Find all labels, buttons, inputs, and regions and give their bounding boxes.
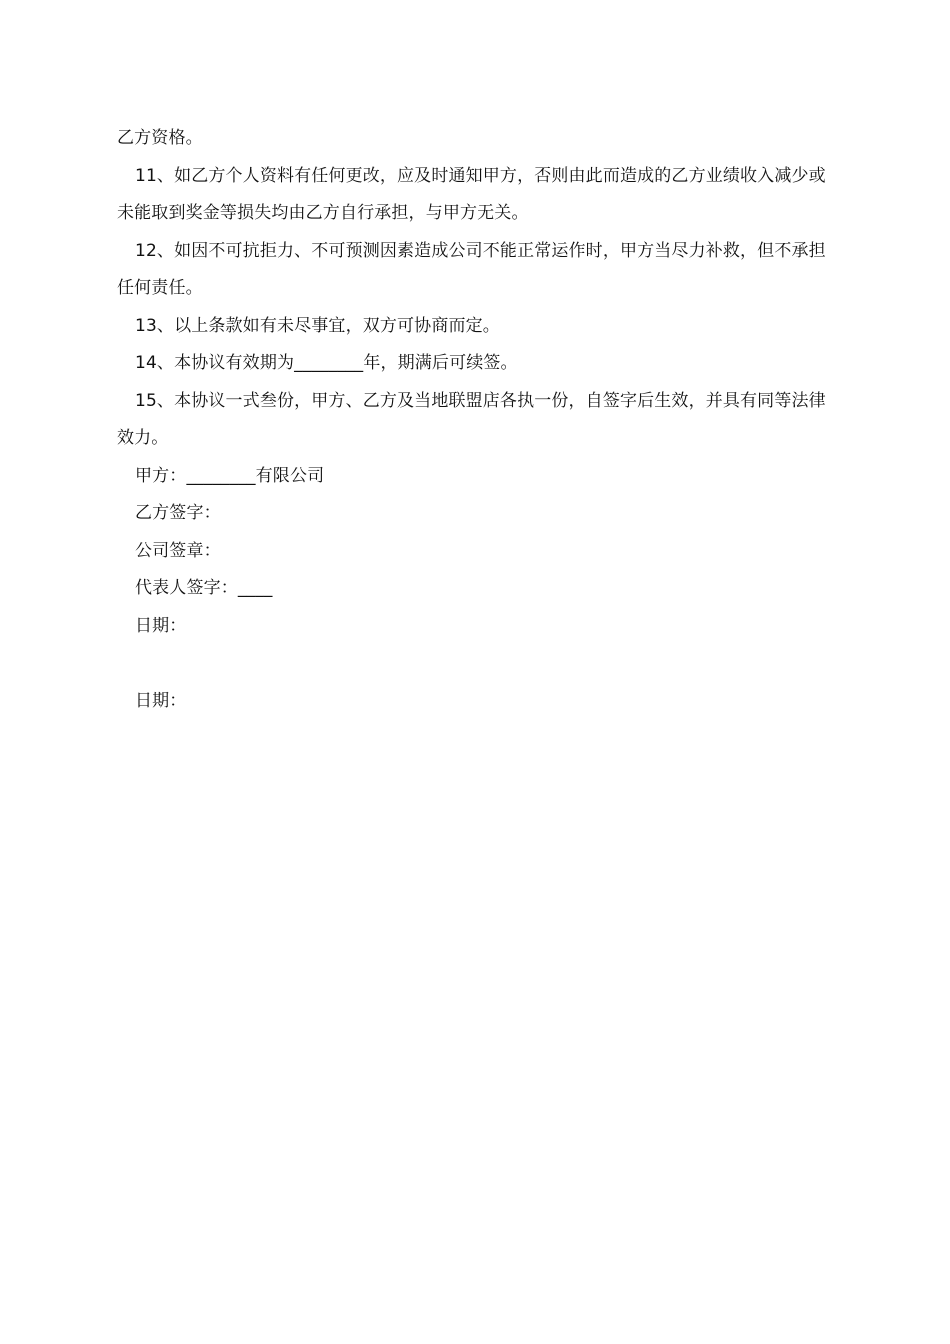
party-a-line: 甲方：________有限公司 bbox=[135, 465, 325, 486]
company-seal-line: 公司签章： bbox=[135, 540, 221, 561]
clause-15: 15、本协议一式叁份，甲方、乙方及当地联盟店各执一份，自签字后生效，并具有同等法律效力。 bbox=[117, 390, 826, 448]
clause-14: 14、本协议有效期为________年，期满后可续签。 bbox=[135, 353, 518, 373]
party-b-signature-line: 乙方签字： bbox=[135, 503, 221, 523]
document-body bbox=[117, 120, 837, 721]
date-line-2: 日期： bbox=[135, 691, 187, 711]
clause-11: 11、如乙方个人资料有任何更改，应及时通知甲方，否则由此而造成的乙方业绩收入减少或未能取到奖金等损失均由乙方自行承担，与甲方无关。 bbox=[117, 165, 826, 223]
clause-13: 13、以上条款如有未尽事宜，双方可协商而定。 bbox=[135, 315, 500, 336]
clause-12: 12、如因不可抗拒力、不可预测因素造成公司不能正常运作时，甲方当尽力补救，但不承担任何责任。 bbox=[117, 240, 826, 298]
date-line-1: 日期： bbox=[135, 615, 187, 636]
paragraph-continuation: 乙方资格。 bbox=[117, 128, 203, 148]
representative-signature-line: 代表人签字：____ bbox=[135, 578, 273, 598]
spacer bbox=[117, 645, 837, 683]
